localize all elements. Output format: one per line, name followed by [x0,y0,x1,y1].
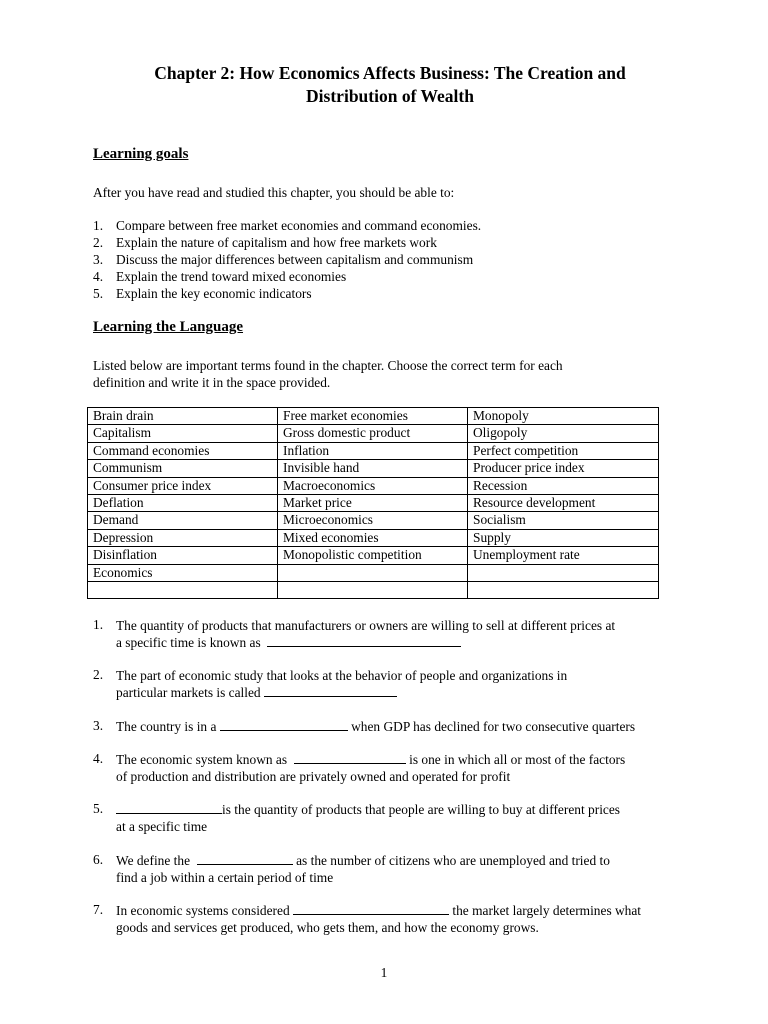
term-cell [278,564,468,581]
term-cell: Consumer price index [88,477,278,494]
term-cell: Recession [468,477,659,494]
table-row [88,494,659,511]
title-line-2: Distribution of Wealth [306,86,474,106]
answer-blank[interactable] [220,719,348,731]
goal-item: 4. Explain the trend toward mixed economies [93,269,347,284]
term-cell: Free market economies [278,408,468,425]
table-row [88,512,659,529]
learning-goals-heading: Learning goals [93,146,189,162]
answer-blank[interactable] [294,752,406,764]
title-line-1: Chapter 2: How Economics Affects Business: The Creation and [154,63,626,83]
table-row [88,581,659,598]
term-cell [88,581,278,598]
table-row [88,547,659,564]
page-number: 1 [380,965,388,980]
term-cell: Perfect competition [468,442,659,459]
question-6: 6. We define the as the number of citizens who are unemployed and tried to find a job within a certain period of time [93,852,610,885]
goal-item: 2. Explain the nature of capitalism and how free markets work [93,235,437,250]
question-2: 2. The part of economic study that looks at the behavior of people and organizations in particular markets is called [93,667,568,700]
term-cell: Supply [468,529,659,546]
language-intro-line-2: definition and write it in the space provided. [93,375,331,390]
term-cell: Macroeconomics [278,477,468,494]
table-row [88,442,659,459]
term-cell: Disinflation [88,547,278,564]
language-intro-line-1: Listed below are important terms found in the chapter. Choose the correct term for each [93,358,563,373]
question-3: 3. The country is in a when GDP has declined for two consecutive quarters [93,718,636,734]
answer-blank[interactable] [293,903,449,915]
goal-item: 3. Discuss the major differences between capitalism and communism [93,252,474,267]
term-cell: Producer price index [468,460,659,477]
term-cell: Monopoly [468,408,659,425]
term-cell: Capitalism [88,425,278,442]
question-4: 4. The economic system known as is one in which all or most of the factors of production and distribution are privately owned and operated for profit [93,751,626,784]
learning-goals-list [93,217,481,302]
term-cell: Microeconomics [278,512,468,529]
answer-blank[interactable] [197,853,293,865]
term-cell: Economics [88,564,278,581]
learning-language-heading: Learning the Language [93,319,244,335]
term-cell: Deflation [88,494,278,511]
table-row [88,477,659,494]
table-row [88,460,659,477]
goal-item: 5. Explain the key economic indicators [93,286,312,301]
question-7: 7. In economic systems considered the market largely determines what goods and services get produced, who gets them, and how the economy grows. [93,902,642,935]
term-cell: Oligopoly [468,425,659,442]
term-cell: Unemployment rate [468,547,659,564]
page-title [60,62,720,108]
term-cell: Resource development [468,494,659,511]
term-cell: Command economies [88,442,278,459]
term-cell: Inflation [278,442,468,459]
term-cell: Demand [88,512,278,529]
question-5: 5. is the quantity of products that people are willing to buy at different prices at a specific time [93,801,621,834]
term-cell: Market price [278,494,468,511]
table-row [88,425,659,442]
learning-goals-intro: After you have read and studied this chapter, you should be able to: [93,185,455,200]
term-cell: Invisible hand [278,460,468,477]
term-cell [468,564,659,581]
answer-blank[interactable] [267,635,461,647]
term-cell: Monopolistic competition [278,547,468,564]
term-cell: Mixed economies [278,529,468,546]
goal-item: 1. Compare between free market economies and command economies. [93,218,482,233]
question-1: 1. The quantity of products that manufacturers or owners are willing to sell at different prices at a specific time is known as [93,617,616,650]
table-row [88,529,659,546]
term-cell: Brain drain [88,408,278,425]
terms-table [87,407,659,599]
table-row [88,564,659,581]
term-cell: Depression [88,529,278,546]
term-cell: Socialism [468,512,659,529]
table-row [88,408,659,425]
answer-blank[interactable] [264,685,397,697]
term-cell [468,581,659,598]
term-cell: Communism [88,460,278,477]
answer-blank[interactable] [116,802,222,814]
term-cell [278,581,468,598]
term-cell: Gross domestic product [278,425,468,442]
